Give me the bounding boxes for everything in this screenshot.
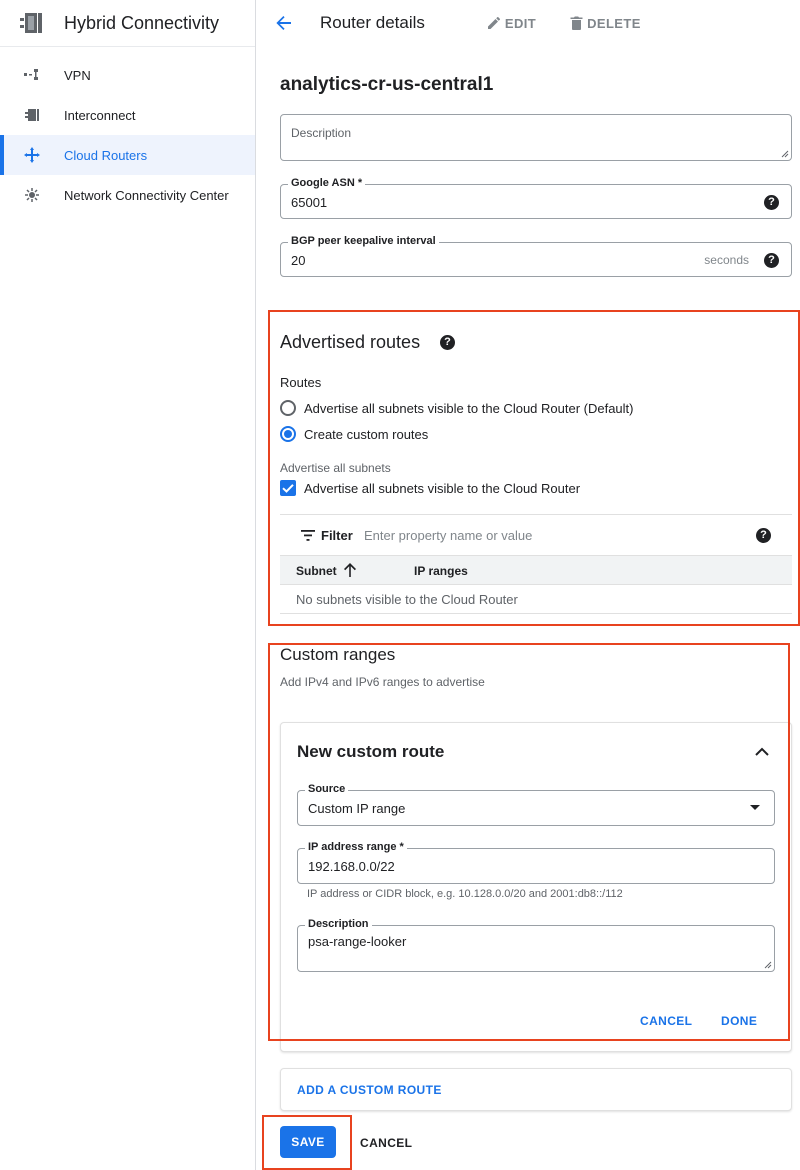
ip-range-value: 192.168.0.0/22 bbox=[308, 859, 395, 874]
highlight-box-advertised-routes bbox=[268, 310, 800, 626]
cancel-route-button[interactable]: CANCEL bbox=[640, 1014, 693, 1028]
add-custom-route-row[interactable] bbox=[280, 1068, 792, 1111]
delete-label: DELETE bbox=[587, 15, 641, 31]
keepalive-field[interactable] bbox=[280, 235, 792, 277]
custom-ranges-subtitle: Add IPv4 and IPv6 ranges to advertise bbox=[280, 675, 485, 689]
sidebar-header bbox=[0, 0, 255, 47]
trash-icon bbox=[570, 16, 583, 30]
source-value: Custom IP range bbox=[308, 801, 406, 816]
pencil-icon bbox=[487, 16, 501, 30]
advertise-subnets-label: Advertise all subnets bbox=[280, 461, 391, 475]
page-header bbox=[257, 0, 800, 46]
help-icon[interactable]: ? bbox=[764, 253, 779, 268]
sidebar-item-label: Cloud Routers bbox=[64, 147, 148, 163]
filter-input[interactable]: Enter property name or value bbox=[364, 528, 533, 543]
advertised-routes-title: Advertised routes bbox=[280, 332, 421, 352]
edit-button[interactable] bbox=[487, 16, 536, 31]
interconnect-icon bbox=[22, 105, 42, 125]
keepalive-value: 20 bbox=[291, 253, 306, 268]
sidebar bbox=[0, 0, 256, 1170]
card-title: New custom route bbox=[297, 742, 445, 761]
ip-range-label: IP address range * bbox=[305, 841, 407, 853]
product-title: Hybrid Connectivity bbox=[64, 12, 220, 33]
sidebar-item-cloud-routers[interactable] bbox=[0, 135, 255, 175]
back-arrow-icon[interactable] bbox=[275, 13, 295, 33]
sidebar-item-network-connectivity-center[interactable] bbox=[0, 175, 255, 215]
option-default-label: Advertise all subnets visible to the Cloud Router (Default) bbox=[304, 401, 634, 416]
edit-label: EDIT bbox=[504, 15, 537, 31]
option-custom-label: Create custom routes bbox=[304, 427, 429, 442]
hybrid-connectivity-icon bbox=[18, 10, 44, 36]
resize-handle-icon[interactable] bbox=[781, 150, 789, 158]
routes-label: Routes bbox=[280, 375, 322, 390]
google-asn-label: Google ASN * bbox=[288, 177, 365, 189]
done-button[interactable]: DONE bbox=[721, 1014, 758, 1028]
help-icon[interactable]: ? bbox=[764, 195, 779, 210]
delete-button[interactable] bbox=[570, 16, 641, 31]
keepalive-label: BGP peer keepalive interval bbox=[288, 235, 439, 247]
google-asn-value: 65001 bbox=[291, 195, 328, 210]
column-ip-ranges[interactable]: IP ranges bbox=[414, 564, 468, 578]
sidebar-item-label: Network Connectivity Center bbox=[64, 187, 229, 203]
add-custom-route-button[interactable]: ADD A CUSTOM ROUTE bbox=[297, 1083, 442, 1097]
sidebar-item-vpn[interactable] bbox=[0, 55, 255, 95]
help-icon[interactable]: ? bbox=[440, 335, 455, 350]
column-subnet[interactable]: Subnet bbox=[296, 564, 337, 578]
description-placeholder: Description bbox=[291, 126, 352, 140]
sidebar-item-label: VPN bbox=[64, 67, 91, 83]
help-icon[interactable]: ? bbox=[756, 528, 771, 543]
empty-table-message: No subnets visible to the Cloud Router bbox=[296, 592, 518, 607]
source-label: Source bbox=[305, 783, 348, 795]
sidebar-item-interconnect[interactable] bbox=[0, 95, 255, 135]
ncc-hub-icon bbox=[22, 185, 42, 205]
router-name: analytics-cr-us-central1 bbox=[280, 74, 494, 95]
save-label: SAVE bbox=[291, 1135, 325, 1149]
google-asn-field[interactable] bbox=[280, 177, 792, 219]
filter-label: Filter bbox=[321, 528, 353, 543]
custom-ranges-title: Custom ranges bbox=[280, 645, 396, 664]
description-field[interactable] bbox=[280, 114, 792, 161]
cancel-button[interactable]: CANCEL bbox=[360, 1136, 413, 1150]
route-description-value: psa-range-looker bbox=[308, 934, 407, 949]
highlight-box-save bbox=[262, 1115, 352, 1170]
highlight-box-custom-ranges bbox=[268, 643, 790, 1041]
ip-range-hint: IP address or CIDR block, e.g. 10.128.0.0/20 and 2001:db8::/112 bbox=[307, 888, 623, 900]
advertise-subnets-checkbox-label: Advertise all subnets visible to the Cloud Router bbox=[304, 481, 581, 496]
route-description-label: Description bbox=[305, 918, 372, 930]
vpn-icon bbox=[22, 65, 42, 85]
sidebar-nav bbox=[0, 47, 255, 215]
page-title: Router details bbox=[320, 13, 425, 32]
cloud-router-icon bbox=[22, 145, 42, 165]
sidebar-item-label: Interconnect bbox=[64, 107, 136, 123]
keepalive-unit: seconds bbox=[704, 253, 749, 267]
